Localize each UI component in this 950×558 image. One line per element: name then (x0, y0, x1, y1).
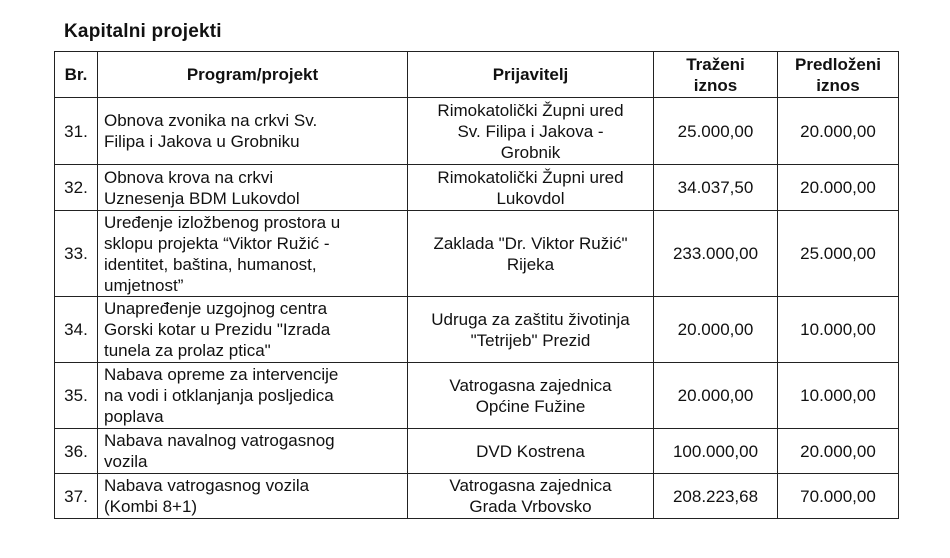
row-proposed: 70.000,00 (778, 474, 899, 519)
row-program: Nabava vatrogasnog vozila (Kombi 8+1) (98, 474, 408, 519)
row-applicant: Udruga za zaštitu životinja "Tetrijeb" Prezid (408, 297, 654, 363)
header-applicant: Prijavitelj (408, 52, 654, 98)
row-proposed: 25.000,00 (778, 211, 899, 297)
row-requested: 233.000,00 (654, 211, 778, 297)
table-header-row (55, 52, 899, 98)
header-program: Program/projekt (98, 52, 408, 98)
table-row (55, 474, 899, 519)
table-row (55, 211, 899, 297)
row-program: Obnova krova na crkvi Uznesenja BDM Lukovdol (98, 165, 408, 211)
row-applicant: Vatrogasna zajednica Grada Vrbovsko (408, 474, 654, 519)
capital-projects-table (54, 51, 899, 519)
row-proposed: 10.000,00 (778, 297, 899, 363)
row-proposed: 20.000,00 (778, 165, 899, 211)
table-row (55, 429, 899, 474)
row-applicant: Rimokatolički Župni ured Lukovdol (408, 165, 654, 211)
table-row (55, 363, 899, 429)
row-proposed: 20.000,00 (778, 429, 899, 474)
row-program: Nabava opreme za intervencije na vodi i otklanjanja posljedica poplava (98, 363, 408, 429)
row-requested: 20.000,00 (654, 363, 778, 429)
row-applicant: DVD Kostrena (408, 429, 654, 474)
row-num: 33. (55, 211, 98, 297)
row-proposed: 10.000,00 (778, 363, 899, 429)
table-row (55, 297, 899, 363)
header-requested: Traženi iznos (654, 52, 778, 98)
row-num: 32. (55, 165, 98, 211)
row-requested: 34.037,50 (654, 165, 778, 211)
row-requested: 25.000,00 (654, 98, 778, 165)
row-num: 31. (55, 98, 98, 165)
table-row (55, 165, 899, 211)
table-row (55, 98, 899, 165)
row-requested: 20.000,00 (654, 297, 778, 363)
section-heading: Kapitalni projekti (64, 21, 222, 42)
row-requested: 100.000,00 (654, 429, 778, 474)
row-proposed: 20.000,00 (778, 98, 899, 165)
header-num: Br. (55, 52, 98, 98)
row-program: Nabava navalnog vatrogasnog vozila (98, 429, 408, 474)
header-proposed: Predloženi iznos (778, 52, 899, 98)
row-num: 35. (55, 363, 98, 429)
row-num: 36. (55, 429, 98, 474)
row-applicant: Zaklada "Dr. Viktor Ružić" Rijeka (408, 211, 654, 297)
row-num: 34. (55, 297, 98, 363)
row-applicant: Vatrogasna zajednica Općine Fužine (408, 363, 654, 429)
row-num: 37. (55, 474, 98, 519)
row-requested: 208.223,68 (654, 474, 778, 519)
row-program: Uređenje izložbenog prostora u sklopu projekta “Viktor Ružić - identitet, baština, humanost, umjetnost” (98, 211, 408, 297)
row-program: Obnova zvonika na crkvi Sv. Filipa i Jakova u Grobniku (98, 98, 408, 165)
row-applicant: Rimokatolički Župni ured Sv. Filipa i Jakova - Grobnik (408, 98, 654, 165)
row-program: Unapređenje uzgojnog centra Gorski kotar u Prezidu "Izrada tunela za prolaz ptica" (98, 297, 408, 363)
